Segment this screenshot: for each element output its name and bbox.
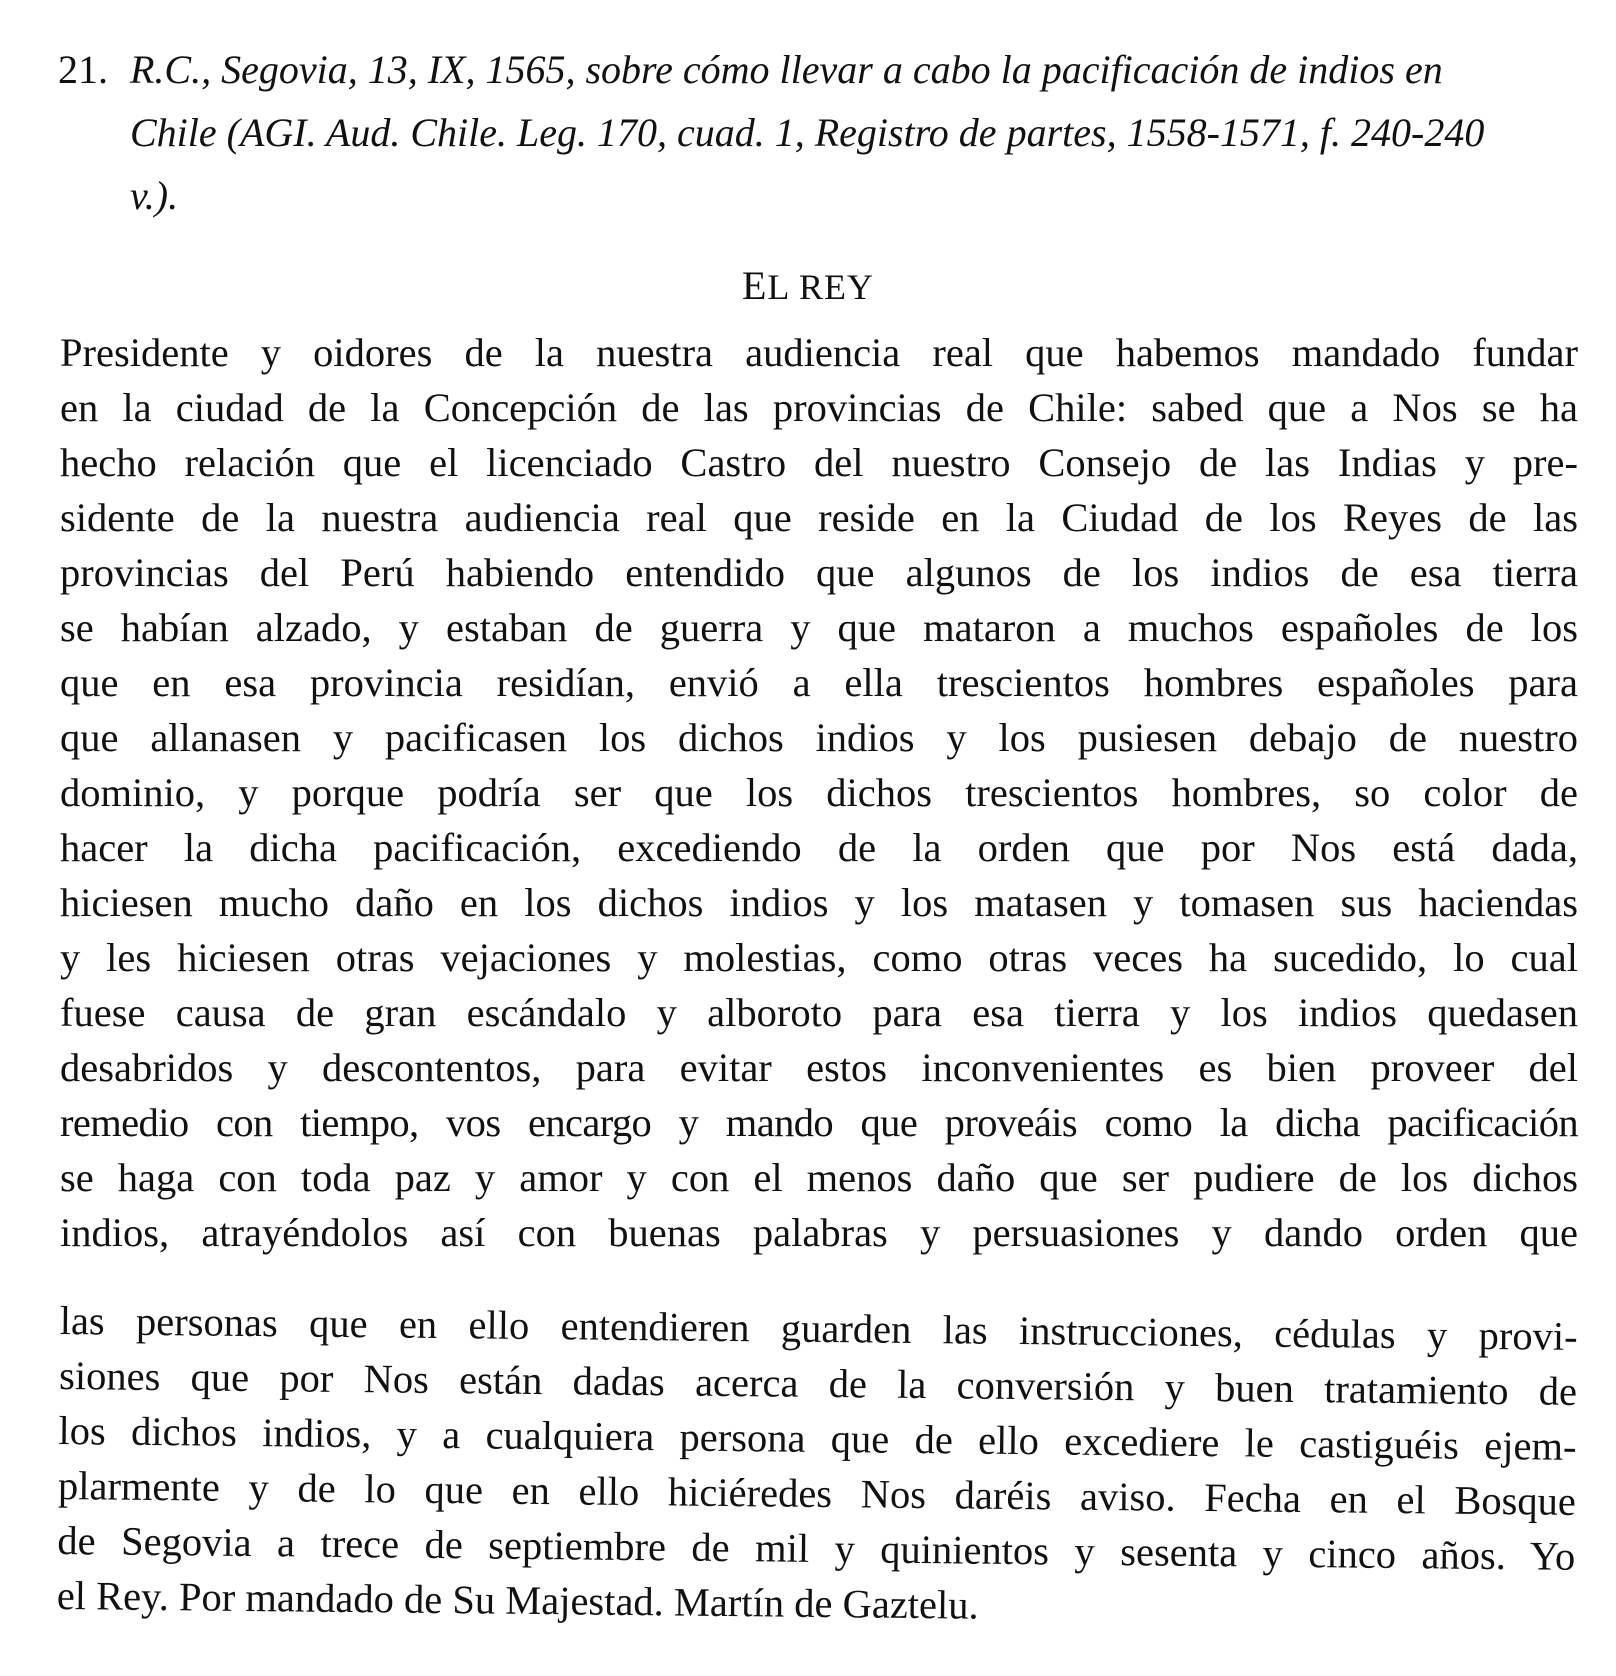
body-line: en la ciudad de la Concepción de las provincias de Chile: sabed que a Nos se ha [60,385,1578,430]
body-line: desabridos y descontentos, para evitar estos inconvenientes es bien proveer del [60,1045,1578,1090]
body-line: el Rey. Por mandado de Su Majestad. Martín de Gaztelu. [56,1572,979,1628]
title-initial: E [741,263,768,308]
body-line: hiciesen mucho daño en los dichos indios y los matasen y tomasen sus haciendas [60,880,1578,925]
citation-line: R.C., Segovia, 13, IX, 1565, sobre cómo llevar a cabo la pacificación de indios en [130,47,1443,92]
section-title [0,262,1616,309]
body-line: fuese causa de gran escándalo y alboroto para esa tierra y los indios quedasen [60,990,1578,1035]
citation-line: v.). [130,173,179,218]
body-line: hacer la dicha pacificación, excediendo de la orden que por Nos está dada, [60,825,1578,870]
citation-line: Chile (AGI. Aud. Chile. Leg. 170, cuad. 1, Registro de partes, 1558-1571, f. 240-240 [130,110,1485,155]
body-line: y les hiciesen otras vejaciones y molestias, como otras veces ha sucedido, lo cual [60,935,1578,980]
body-line: de Segovia a trece de septiembre de mil y quinientos y sesenta y cinco años. Yo [57,1517,1576,1579]
body-line: provincias del Perú habiendo entendido que algunos de los indios de esa tierra [60,550,1578,595]
body-line: hecho relación que el licenciado Castro del nuestro Consejo de las Indias y pre- [60,440,1578,485]
body-line: sidente de la nuestra audiencia real que reside en la Ciudad de los Reyes de las [60,495,1578,540]
body-line: que en esa provincia residían, envió a ella trescientos hombres españoles para [60,660,1578,705]
document-heading [58,38,1578,227]
body-paragraph-first [60,325,1578,1260]
body-line: se haga con toda paz y amor y con el menos daño que ser pudiere de los dichos [60,1155,1578,1200]
body-line: indios, atrayéndolos así con buenas palabras y persuasiones y dando orden que [60,1210,1578,1255]
body-line: se habían alzado, y estaban de guerra y que mataron a muchos españoles de los [60,605,1578,650]
document-number: 21. [58,47,108,92]
body-line: dominio, y porque podría ser que los dichos trescientos hombres, so color de [60,770,1578,815]
title-rest: L REY [767,267,875,307]
body-line: plarmente y de lo que en ello hiciéredes Nos daréis aviso. Fecha en el Bosque [57,1462,1577,1524]
body-line: siones que por Nos están dadas acerca de la conversión y buen tratamiento de [58,1352,1578,1414]
body-line: los dichos indios, y a cualquiera persona que de ello excediere le castiguéis ejem- [58,1407,1577,1469]
body-line: remedio con tiempo, vos encargo y mando que proveáis como la dicha pacificación [60,1100,1578,1145]
document-citation [130,38,1578,227]
body-paragraph-second [57,1293,1578,1639]
body-line: las personas que en ello entendieren guarden las instrucciones, cédulas y provi- [59,1297,1578,1359]
body-line: que allanasen y pacificasen los dichos indios y los pusiesen debajo de nuestro [60,715,1578,760]
body-line: Presidente y oidores de la nuestra audiencia real que habemos mandado fundar [60,330,1578,375]
